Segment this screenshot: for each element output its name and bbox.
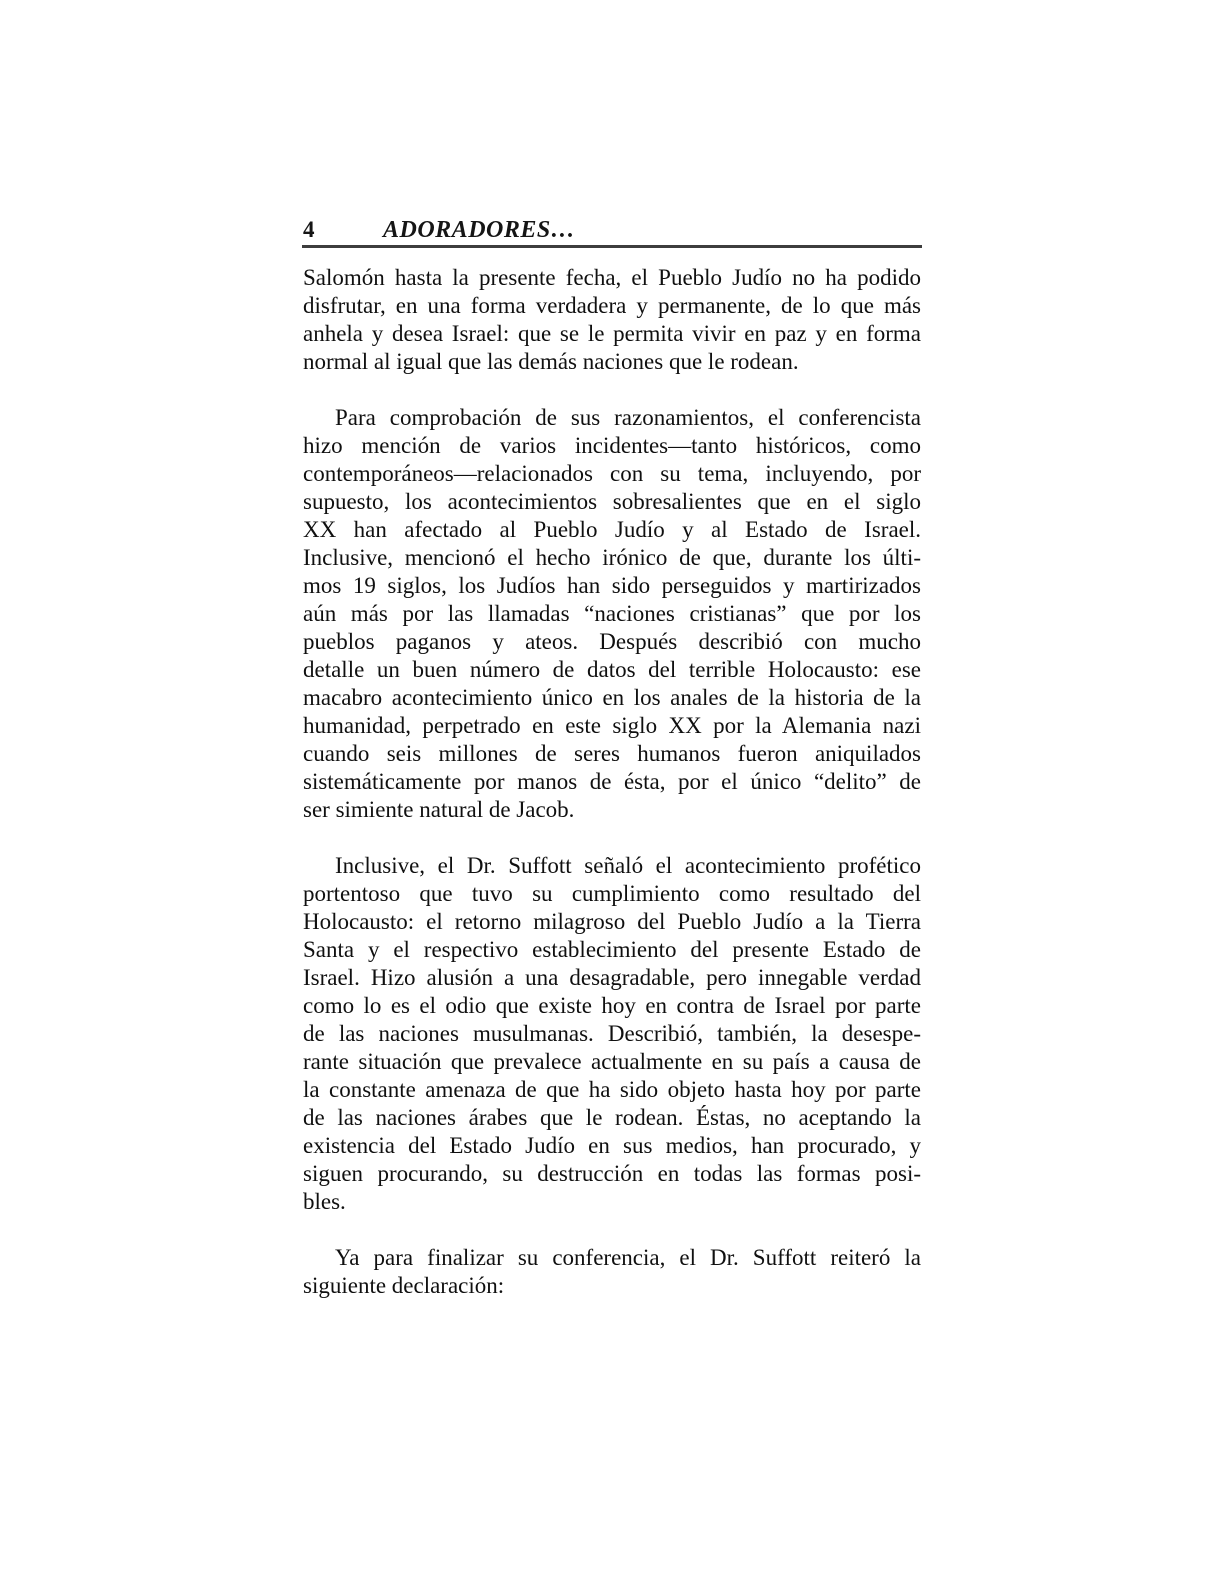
text-line: macabro acontecimiento único en los anales de la historia de la [303,685,921,710]
page-number: 4 [303,217,315,242]
running-title: ADORADORES… [383,217,576,243]
text-line: contemporáneos—relacionados con su tema, incluyendo, por [303,461,921,486]
text-line: cuando seis millones de seres humanos fueron aniquilados [303,741,921,766]
paragraph [303,264,921,376]
text-line: rante situación que prevalece actualmente en su país a causa de [303,1049,921,1074]
text-line: Inclusive, mencionó el hecho irónico de que, durante los últi- [303,545,921,570]
text-line: de las naciones musulmanas. Describió, también, la desespe- [303,1021,921,1046]
text-line: hizo mención de varios incidentes—tanto históricos, como [303,433,921,458]
text-line: Ya para finalizar su conferencia, el Dr. Suffott reiteró la [335,1245,921,1270]
text-line: mos 19 siglos, los Judíos han sido perseguidos y martirizados [303,573,921,598]
text-line: normal al igual que las demás naciones que le rodean. [303,349,799,374]
text-line: portentoso que tuvo su cumplimiento como resultado del [303,881,921,906]
text-line: XX han afectado al Pueblo Judío y al Estado de Israel. [303,517,921,542]
text-line: como lo es el odio que existe hoy en contra de Israel por parte [303,993,921,1018]
text-line: Salomón hasta la presente fecha, el Pueblo Judío no ha podido [303,265,921,290]
text-line: siguiente declaración: [303,1273,505,1298]
text-line: Santa y el respectivo establecimiento del presente Estado de [303,937,921,962]
page-header [303,217,923,245]
text-line: siguen procurando, su destrucción en todas las formas posi- [303,1161,921,1186]
text-line: Para comprobación de sus razonamientos, el conferencista [335,405,921,430]
text-line: sistemáticamente por manos de ésta, por el único “delito” de [303,769,921,794]
text-line: Holocausto: el retorno milagroso del Pueblo Judío a la Tierra [303,909,921,934]
text-line: humanidad, perpetrado en este siglo XX por la Alemania nazi [303,713,921,738]
text-line: anhela y desea Israel: que se le permita vivir en paz y en forma [303,321,921,346]
page-body [303,264,921,1328]
text-line: Inclusive, el Dr. Suffott señaló el acontecimiento profético [335,853,921,878]
text-line: ser simiente natural de Jacob. [303,797,575,822]
text-line: de las naciones árabes que le rodean. Éstas, no aceptando la [303,1105,921,1130]
paragraph [303,1244,921,1300]
text-line: detalle un buen número de datos del terrible Holocausto: ese [303,657,921,682]
paragraph [303,852,921,1216]
text-line: bles. [303,1189,346,1214]
header-rule [302,245,922,248]
text-line: existencia del Estado Judío en sus medios, han procurado, y [303,1133,921,1158]
text-line: disfrutar, en una forma verdadera y permanente, de lo que más [303,293,921,318]
text-line: supuesto, los acontecimientos sobresalientes que en el siglo [303,489,921,514]
text-line: Israel. Hizo alusión a una desagradable, pero innegable verdad [303,965,921,990]
text-line: aún más por las llamadas “naciones cristianas” que por los [303,601,921,626]
paragraph [303,404,921,824]
text-line: la constante amenaza de que ha sido objeto hasta hoy por parte [303,1077,921,1102]
text-line: pueblos paganos y ateos. Después describió con mucho [303,629,921,654]
